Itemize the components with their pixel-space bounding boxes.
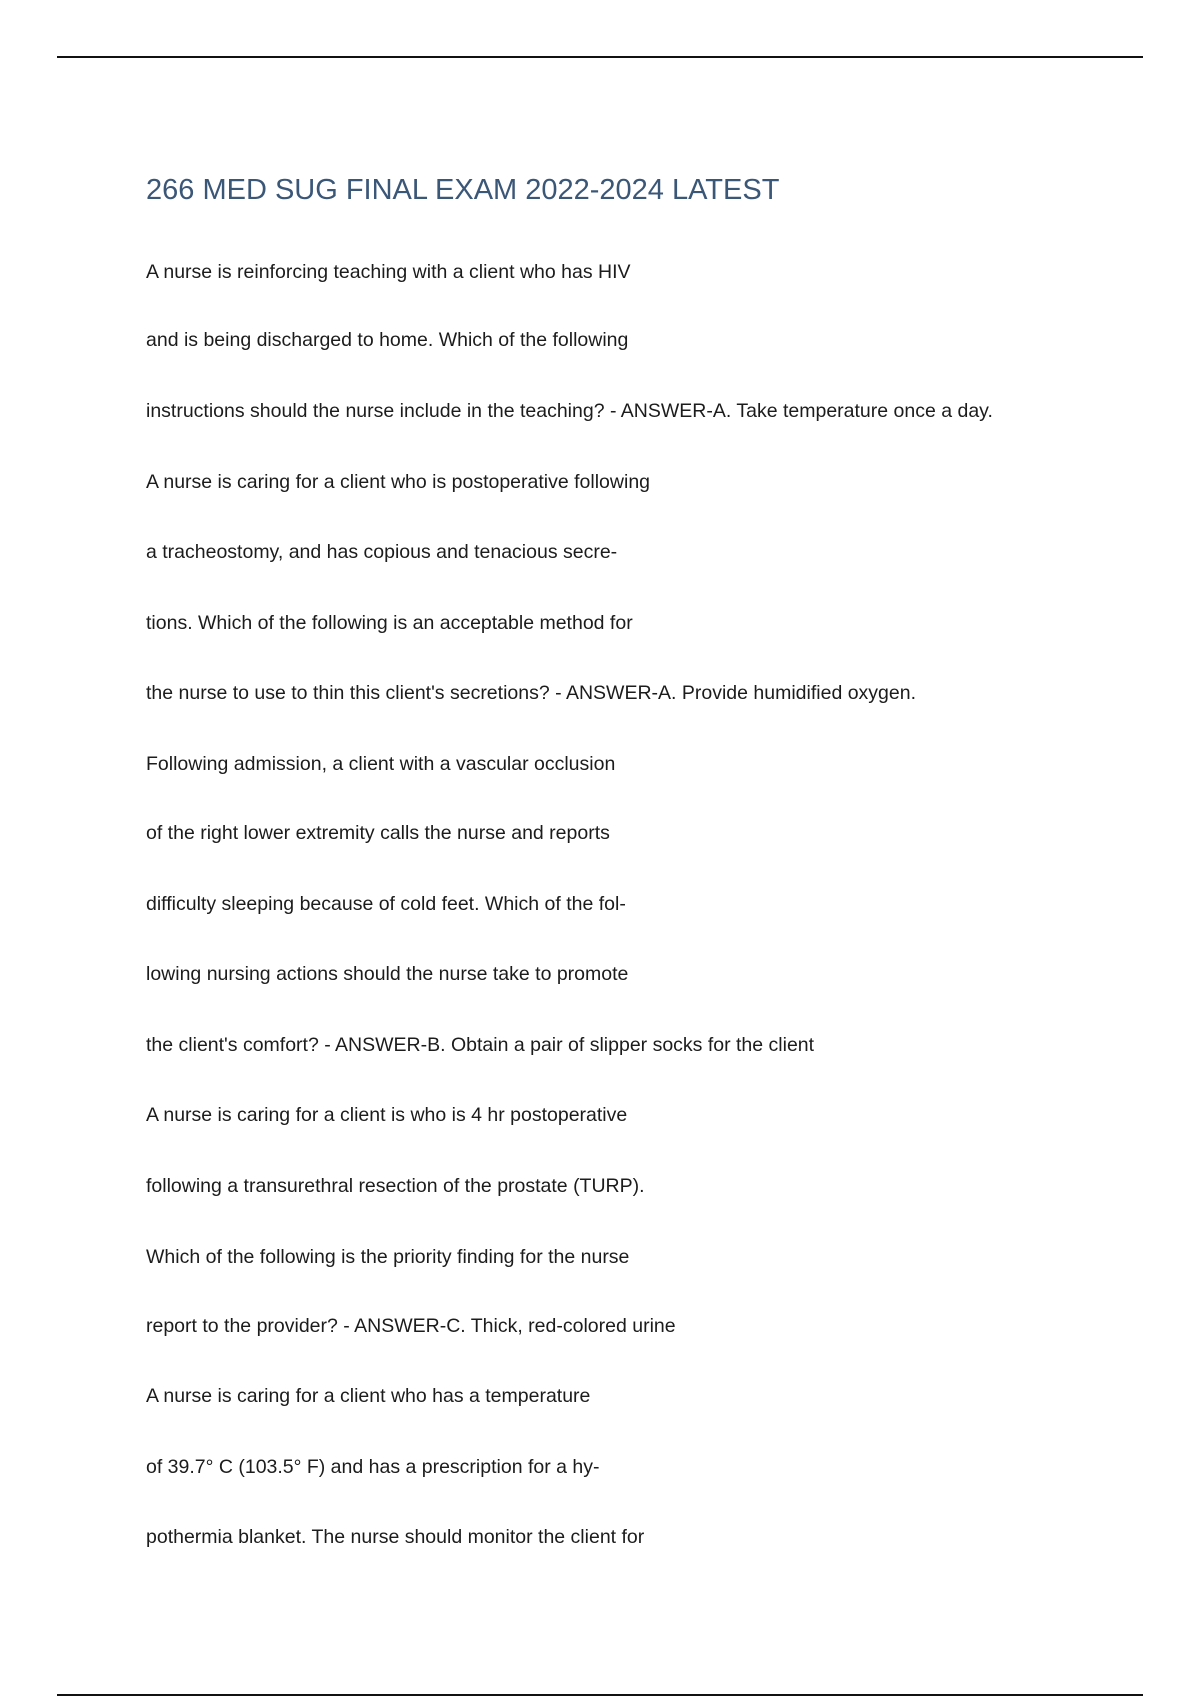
- text-line: the client's comfort? - ANSWER-B. Obtain a pair of slipper socks for the client: [146, 1034, 815, 1056]
- text-line: A nurse is caring for a client is who is 4 hr postoperative: [146, 1104, 628, 1126]
- text-line: and is being discharged to home. Which of the following: [146, 329, 629, 351]
- text-line: report to the provider? - ANSWER-C. Thick, red-colored urine: [146, 1315, 676, 1337]
- text-line: difficulty sleeping because of cold feet. Which of the fol-: [146, 893, 626, 915]
- text-line: instructions should the nurse include in the teaching? - ANSWER-A. Take temperature once a day.: [146, 400, 993, 422]
- text-line: of the right lower extremity calls the nurse and reports: [146, 822, 610, 844]
- text-line: tions. Which of the following is an acceptable method for: [146, 612, 633, 634]
- text-line: A nurse is reinforcing teaching with a client who has HIV: [146, 261, 631, 283]
- page-title: 266 MED SUG FINAL EXAM 2022-2024 LATEST: [146, 174, 780, 206]
- footer-rule: [57, 1694, 1143, 1696]
- text-line: Which of the following is the priority finding for the nurse: [146, 1246, 630, 1268]
- text-line: Following admission, a client with a vascular occlusion: [146, 753, 616, 775]
- text-line: pothermia blanket. The nurse should monitor the client for: [146, 1526, 645, 1548]
- text-line: the nurse to use to thin this client's secretions? - ANSWER-A. Provide humidified oxygen.: [146, 682, 917, 704]
- text-line: A nurse is caring for a client who has a temperature: [146, 1385, 591, 1407]
- text-line: lowing nursing actions should the nurse take to promote: [146, 963, 629, 985]
- text-line: of 39.7° C (103.5° F) and has a prescription for a hy-: [146, 1456, 600, 1478]
- text-line: a tracheostomy, and has copious and tenacious secre-: [146, 541, 618, 563]
- text-line: A nurse is caring for a client who is postoperative following: [146, 471, 651, 493]
- header-rule: [57, 56, 1143, 58]
- text-line: following a transurethral resection of the prostate (TURP).: [146, 1175, 645, 1197]
